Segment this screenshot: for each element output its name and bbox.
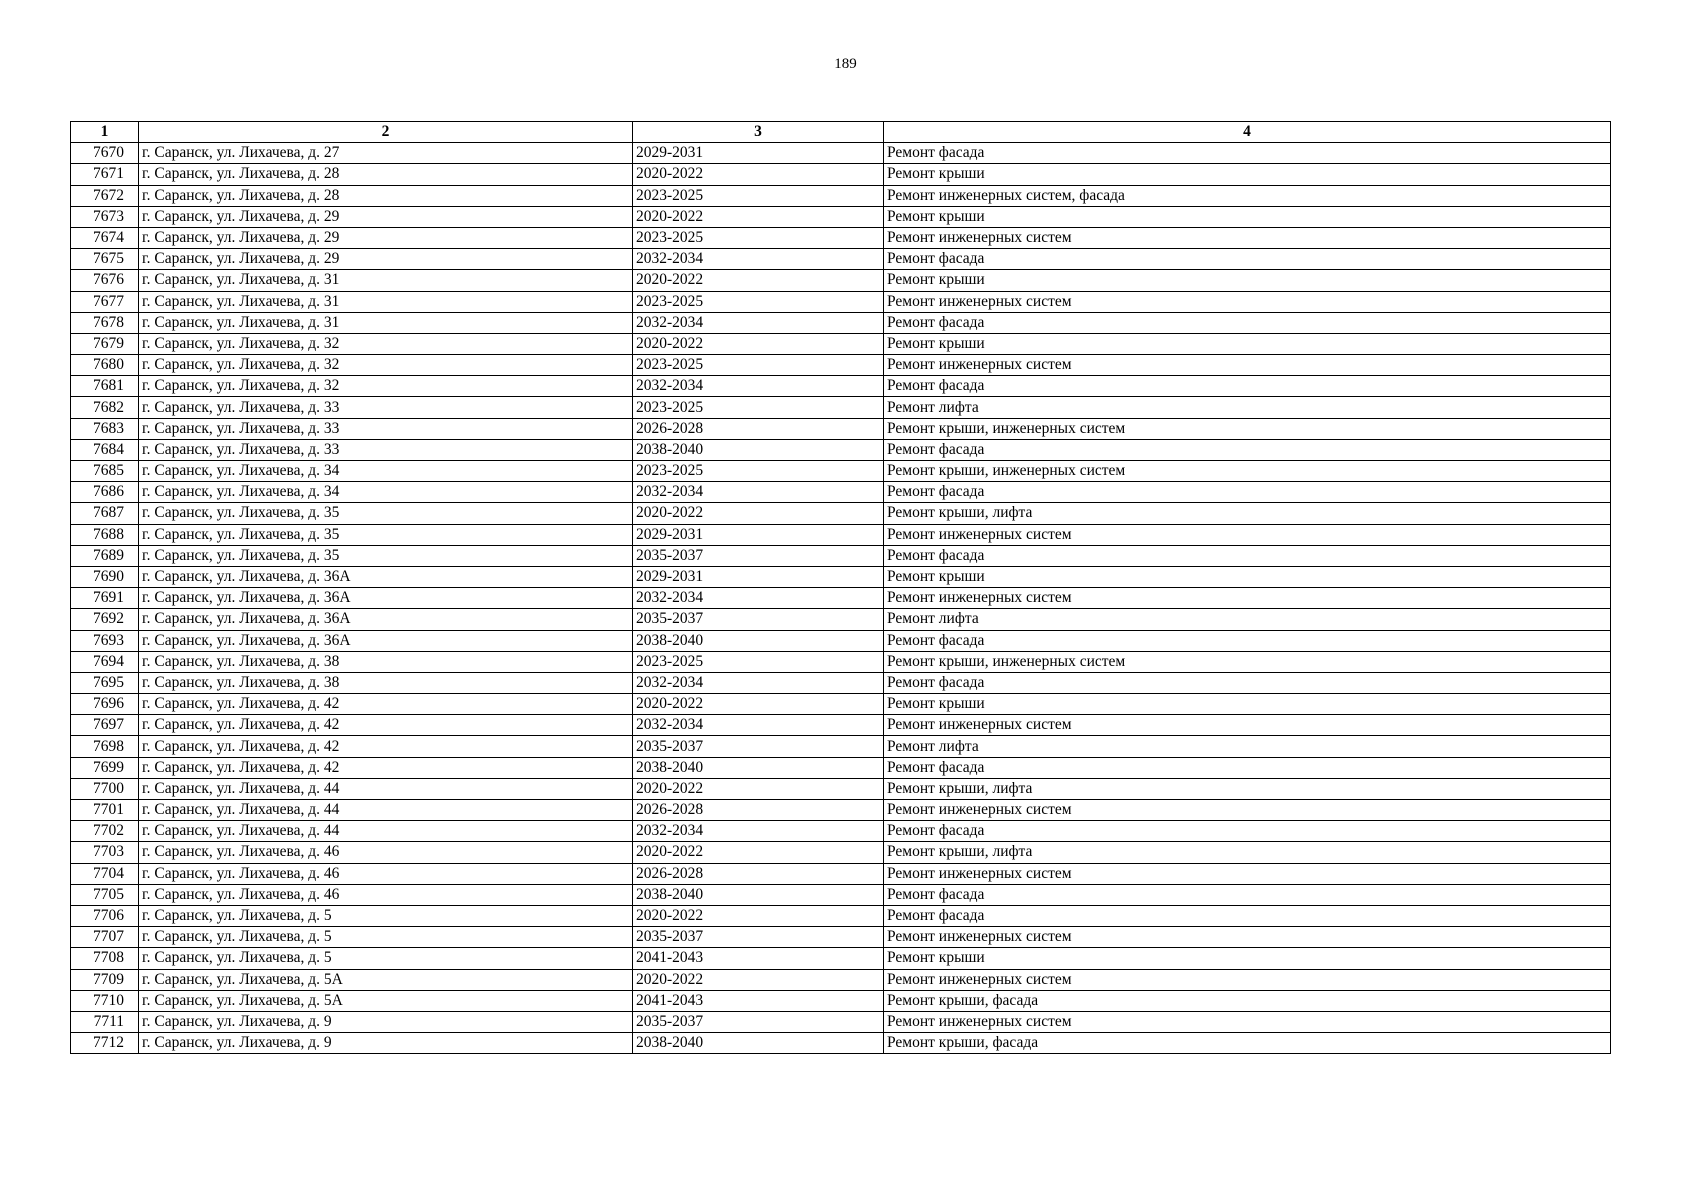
work-type-cell: Ремонт инженерных систем (884, 588, 1611, 609)
table-row (71, 376, 1611, 397)
table-row (71, 249, 1611, 270)
column-header-2: 2 (139, 122, 633, 143)
row-number-cell: 7695 (71, 672, 139, 693)
row-number-cell: 7678 (71, 312, 139, 333)
address-cell: г. Саранск, ул. Лихачева, д. 35 (139, 524, 633, 545)
work-type-cell: Ремонт фасада (884, 757, 1611, 778)
address-cell: г. Саранск, ул. Лихачева, д. 44 (139, 821, 633, 842)
table-row (71, 630, 1611, 651)
work-type-cell: Ремонт инженерных систем (884, 524, 1611, 545)
work-type-cell: Ремонт крыши, лифта (884, 842, 1611, 863)
address-cell: г. Саранск, ул. Лихачева, д. 42 (139, 736, 633, 757)
work-type-cell: Ремонт крыши, фасада (884, 1033, 1611, 1054)
column-header-1: 1 (71, 122, 139, 143)
table-row (71, 757, 1611, 778)
period-cell: 2038-2040 (633, 630, 884, 651)
table-row (71, 206, 1611, 227)
period-cell: 2026-2028 (633, 863, 884, 884)
row-number-cell: 7693 (71, 630, 139, 651)
work-type-cell: Ремонт инженерных систем (884, 291, 1611, 312)
address-cell: г. Саранск, ул. Лихачева, д. 5 (139, 927, 633, 948)
work-type-cell: Ремонт фасада (884, 884, 1611, 905)
row-number-cell: 7674 (71, 227, 139, 248)
table-row (71, 397, 1611, 418)
row-number-cell: 7689 (71, 545, 139, 566)
address-cell: г. Саранск, ул. Лихачева, д. 44 (139, 800, 633, 821)
address-cell: г. Саранск, ул. Лихачева, д. 28 (139, 185, 633, 206)
work-type-cell: Ремонт крыши (884, 270, 1611, 291)
work-type-cell: Ремонт инженерных систем (884, 927, 1611, 948)
period-cell: 2020-2022 (633, 778, 884, 799)
work-type-cell: Ремонт фасада (884, 821, 1611, 842)
table-row (71, 736, 1611, 757)
row-number-cell: 7710 (71, 990, 139, 1011)
row-number-cell: 7702 (71, 821, 139, 842)
row-number-cell: 7683 (71, 418, 139, 439)
table-row (71, 439, 1611, 460)
work-type-cell: Ремонт инженерных систем (884, 715, 1611, 736)
row-number-cell: 7671 (71, 164, 139, 185)
table-row (71, 672, 1611, 693)
row-number-cell: 7685 (71, 461, 139, 482)
address-cell: г. Саранск, ул. Лихачева, д. 46 (139, 884, 633, 905)
work-type-cell: Ремонт фасада (884, 482, 1611, 503)
period-cell: 2032-2034 (633, 249, 884, 270)
table-row (71, 609, 1611, 630)
period-cell: 2032-2034 (633, 312, 884, 333)
address-cell: г. Саранск, ул. Лихачева, д. 33 (139, 418, 633, 439)
address-cell: г. Саранск, ул. Лихачева, д. 32 (139, 376, 633, 397)
period-cell: 2032-2034 (633, 821, 884, 842)
address-cell: г. Саранск, ул. Лихачева, д. 34 (139, 482, 633, 503)
work-type-cell: Ремонт инженерных систем (884, 1011, 1611, 1032)
work-type-cell: Ремонт фасада (884, 630, 1611, 651)
page-number: 189 (834, 56, 857, 72)
period-cell: 2026-2028 (633, 418, 884, 439)
table-row (71, 461, 1611, 482)
work-type-cell: Ремонт крыши, лифта (884, 778, 1611, 799)
row-number-cell: 7708 (71, 948, 139, 969)
row-number-cell: 7684 (71, 439, 139, 460)
table-row (71, 884, 1611, 905)
row-number-cell: 7704 (71, 863, 139, 884)
work-type-cell: Ремонт фасада (884, 672, 1611, 693)
row-number-cell: 7694 (71, 651, 139, 672)
row-number-cell: 7709 (71, 969, 139, 990)
address-cell: г. Саранск, ул. Лихачева, д. 35 (139, 503, 633, 524)
period-cell: 2032-2034 (633, 482, 884, 503)
period-cell: 2041-2043 (633, 948, 884, 969)
address-cell: г. Саранск, ул. Лихачева, д. 27 (139, 143, 633, 164)
period-cell: 2029-2031 (633, 524, 884, 545)
address-cell: г. Саранск, ул. Лихачева, д. 31 (139, 270, 633, 291)
work-type-cell: Ремонт фасада (884, 439, 1611, 460)
period-cell: 2035-2037 (633, 927, 884, 948)
table-row (71, 164, 1611, 185)
work-type-cell: Ремонт крыши (884, 566, 1611, 587)
row-number-cell: 7690 (71, 566, 139, 587)
row-number-cell: 7711 (71, 1011, 139, 1032)
row-number-cell: 7706 (71, 905, 139, 926)
table-body (71, 143, 1611, 1054)
period-cell: 2035-2037 (633, 609, 884, 630)
work-type-cell: Ремонт крыши (884, 206, 1611, 227)
row-number-cell: 7699 (71, 757, 139, 778)
table-header-row (71, 122, 1611, 143)
period-cell: 2038-2040 (633, 757, 884, 778)
table-row (71, 185, 1611, 206)
work-type-cell: Ремонт крыши, инженерных систем (884, 461, 1611, 482)
period-cell: 2041-2043 (633, 990, 884, 1011)
address-cell: г. Саранск, ул. Лихачева, д. 44 (139, 778, 633, 799)
row-number-cell: 7697 (71, 715, 139, 736)
table-row (71, 588, 1611, 609)
row-number-cell: 7698 (71, 736, 139, 757)
work-type-cell: Ремонт крыши (884, 164, 1611, 185)
table-row (71, 1033, 1611, 1054)
period-cell: 2023-2025 (633, 355, 884, 376)
address-cell: г. Саранск, ул. Лихачева, д. 38 (139, 651, 633, 672)
table-row (71, 545, 1611, 566)
address-cell: г. Саранск, ул. Лихачева, д. 5А (139, 990, 633, 1011)
table-row (71, 990, 1611, 1011)
row-number-cell: 7686 (71, 482, 139, 503)
period-cell: 2020-2022 (633, 905, 884, 926)
row-number-cell: 7682 (71, 397, 139, 418)
work-type-cell: Ремонт инженерных систем (884, 800, 1611, 821)
address-cell: г. Саранск, ул. Лихачева, д. 9 (139, 1033, 633, 1054)
work-type-cell: Ремонт фасада (884, 143, 1611, 164)
table-row (71, 715, 1611, 736)
work-type-cell: Ремонт крыши (884, 333, 1611, 354)
address-cell: г. Саранск, ул. Лихачева, д. 5А (139, 969, 633, 990)
row-number-cell: 7703 (71, 842, 139, 863)
work-type-cell: Ремонт лифта (884, 397, 1611, 418)
table-row (71, 800, 1611, 821)
address-cell: г. Саранск, ул. Лихачева, д. 5 (139, 905, 633, 926)
period-cell: 2032-2034 (633, 715, 884, 736)
address-cell: г. Саранск, ул. Лихачева, д. 32 (139, 355, 633, 376)
address-cell: г. Саранск, ул. Лихачева, д. 36А (139, 609, 633, 630)
period-cell: 2026-2028 (633, 800, 884, 821)
row-number-cell: 7681 (71, 376, 139, 397)
period-cell: 2038-2040 (633, 1033, 884, 1054)
address-cell: г. Саранск, ул. Лихачева, д. 42 (139, 694, 633, 715)
table-row (71, 566, 1611, 587)
table-row (71, 333, 1611, 354)
work-type-cell: Ремонт инженерных систем (884, 863, 1611, 884)
address-cell: г. Саранск, ул. Лихачева, д. 29 (139, 249, 633, 270)
address-cell: г. Саранск, ул. Лихачева, д. 28 (139, 164, 633, 185)
period-cell: 2023-2025 (633, 185, 884, 206)
work-type-cell: Ремонт инженерных систем (884, 969, 1611, 990)
period-cell: 2023-2025 (633, 461, 884, 482)
table-row (71, 418, 1611, 439)
address-cell: г. Саранск, ул. Лихачева, д. 36А (139, 566, 633, 587)
table-row (71, 842, 1611, 863)
work-type-cell: Ремонт фасада (884, 312, 1611, 333)
row-number-cell: 7687 (71, 503, 139, 524)
row-number-cell: 7692 (71, 609, 139, 630)
work-schedule-table (70, 121, 1611, 1054)
address-cell: г. Саранск, ул. Лихачева, д. 36А (139, 588, 633, 609)
work-type-cell: Ремонт инженерных систем, фасада (884, 185, 1611, 206)
address-cell: г. Саранск, ул. Лихачева, д. 29 (139, 206, 633, 227)
table-row (71, 948, 1611, 969)
table-row (71, 355, 1611, 376)
table-row (71, 821, 1611, 842)
work-type-cell: Ремонт фасада (884, 249, 1611, 270)
period-cell: 2029-2031 (633, 143, 884, 164)
row-number-cell: 7675 (71, 249, 139, 270)
work-type-cell: Ремонт крыши, фасада (884, 990, 1611, 1011)
period-cell: 2029-2031 (633, 566, 884, 587)
work-type-cell: Ремонт крыши, инженерных систем (884, 418, 1611, 439)
address-cell: г. Саранск, ул. Лихачева, д. 33 (139, 439, 633, 460)
table-row (71, 270, 1611, 291)
address-cell: г. Саранск, ул. Лихачева, д. 33 (139, 397, 633, 418)
period-cell: 2032-2034 (633, 376, 884, 397)
period-cell: 2035-2037 (633, 736, 884, 757)
period-cell: 2020-2022 (633, 694, 884, 715)
period-cell: 2020-2022 (633, 503, 884, 524)
row-number-cell: 7700 (71, 778, 139, 799)
period-cell: 2020-2022 (633, 206, 884, 227)
period-cell: 2035-2037 (633, 1011, 884, 1032)
period-cell: 2020-2022 (633, 164, 884, 185)
work-type-cell: Ремонт фасада (884, 376, 1611, 397)
period-cell: 2023-2025 (633, 397, 884, 418)
row-number-cell: 7677 (71, 291, 139, 312)
address-cell: г. Саранск, ул. Лихачева, д. 5 (139, 948, 633, 969)
work-type-cell: Ремонт лифта (884, 736, 1611, 757)
row-number-cell: 7672 (71, 185, 139, 206)
address-cell: г. Саранск, ул. Лихачева, д. 38 (139, 672, 633, 693)
row-number-cell: 7701 (71, 800, 139, 821)
table-row (71, 651, 1611, 672)
row-number-cell: 7679 (71, 333, 139, 354)
row-number-cell: 7673 (71, 206, 139, 227)
work-type-cell: Ремонт фасада (884, 905, 1611, 926)
table-row (71, 503, 1611, 524)
address-cell: г. Саранск, ул. Лихачева, д. 46 (139, 842, 633, 863)
table-row (71, 524, 1611, 545)
row-number-cell: 7676 (71, 270, 139, 291)
period-cell: 2032-2034 (633, 672, 884, 693)
row-number-cell: 7691 (71, 588, 139, 609)
period-cell: 2020-2022 (633, 270, 884, 291)
address-cell: г. Саранск, ул. Лихачева, д. 46 (139, 863, 633, 884)
period-cell: 2020-2022 (633, 969, 884, 990)
row-number-cell: 7712 (71, 1033, 139, 1054)
work-type-cell: Ремонт фасада (884, 545, 1611, 566)
table-row (71, 1011, 1611, 1032)
period-cell: 2023-2025 (633, 291, 884, 312)
row-number-cell: 7670 (71, 143, 139, 164)
address-cell: г. Саранск, ул. Лихачева, д. 9 (139, 1011, 633, 1032)
work-type-cell: Ремонт инженерных систем (884, 355, 1611, 376)
work-type-cell: Ремонт крыши (884, 948, 1611, 969)
period-cell: 2020-2022 (633, 842, 884, 863)
address-cell: г. Саранск, ул. Лихачева, д. 32 (139, 333, 633, 354)
row-number-cell: 7705 (71, 884, 139, 905)
table-row (71, 143, 1611, 164)
address-cell: г. Саранск, ул. Лихачева, д. 35 (139, 545, 633, 566)
table-row (71, 778, 1611, 799)
address-cell: г. Саранск, ул. Лихачева, д. 31 (139, 312, 633, 333)
table-row (71, 969, 1611, 990)
work-type-cell: Ремонт крыши, лифта (884, 503, 1611, 524)
row-number-cell: 7707 (71, 927, 139, 948)
work-type-cell: Ремонт лифта (884, 609, 1611, 630)
row-number-cell: 7696 (71, 694, 139, 715)
period-cell: 2038-2040 (633, 439, 884, 460)
address-cell: г. Саранск, ул. Лихачева, д. 34 (139, 461, 633, 482)
work-type-cell: Ремонт инженерных систем (884, 227, 1611, 248)
table-row (71, 694, 1611, 715)
period-cell: 2038-2040 (633, 884, 884, 905)
table-row (71, 291, 1611, 312)
address-cell: г. Саранск, ул. Лихачева, д. 42 (139, 757, 633, 778)
period-cell: 2023-2025 (633, 651, 884, 672)
table-row (71, 482, 1611, 503)
address-cell: г. Саранск, ул. Лихачева, д. 36А (139, 630, 633, 651)
table-row (71, 905, 1611, 926)
table-row (71, 227, 1611, 248)
table-row (71, 312, 1611, 333)
work-type-cell: Ремонт крыши, инженерных систем (884, 651, 1611, 672)
work-type-cell: Ремонт крыши (884, 694, 1611, 715)
column-header-4: 4 (884, 122, 1611, 143)
table-row (71, 927, 1611, 948)
row-number-cell: 7688 (71, 524, 139, 545)
address-cell: г. Саранск, ул. Лихачева, д. 42 (139, 715, 633, 736)
period-cell: 2020-2022 (633, 333, 884, 354)
address-cell: г. Саранск, ул. Лихачева, д. 29 (139, 227, 633, 248)
address-cell: г. Саранск, ул. Лихачева, д. 31 (139, 291, 633, 312)
row-number-cell: 7680 (71, 355, 139, 376)
period-cell: 2032-2034 (633, 588, 884, 609)
period-cell: 2023-2025 (633, 227, 884, 248)
table-row (71, 863, 1611, 884)
column-header-3: 3 (633, 122, 884, 143)
period-cell: 2035-2037 (633, 545, 884, 566)
